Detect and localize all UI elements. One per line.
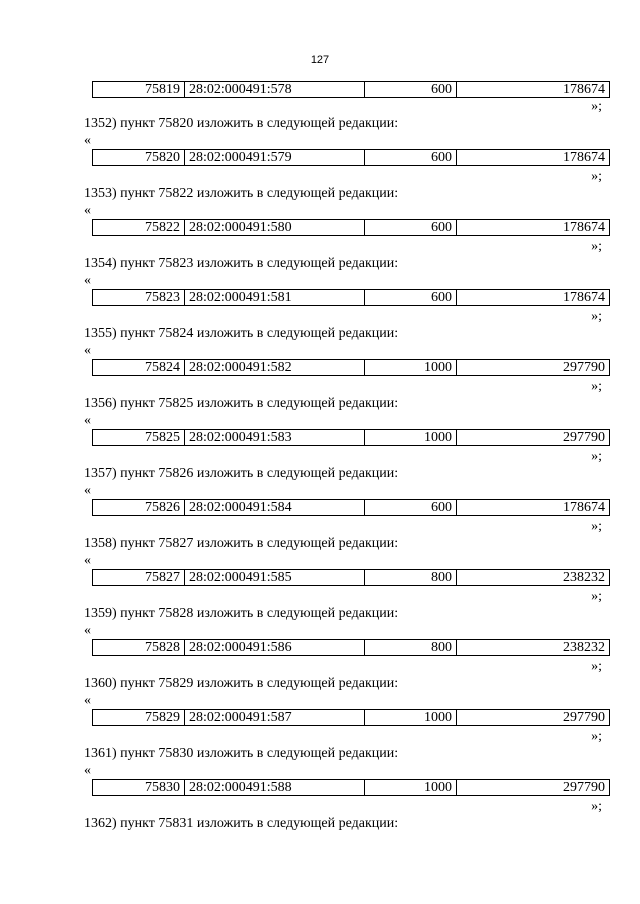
amendment-instruction: 1361) пункт 75830 изложить в следующей редакции: xyxy=(84,746,399,761)
amendment-block xyxy=(84,448,610,518)
area-cell: 600 xyxy=(365,290,457,306)
amendment-block xyxy=(84,168,610,238)
cadastral-number-cell: 28:02:000491:578 xyxy=(185,82,365,98)
cadastral-number-cell: 28:02:000491:584 xyxy=(185,500,365,516)
cadastral-number-cell: 28:02:000491:588 xyxy=(185,780,365,796)
closing-quote: »; xyxy=(591,519,602,534)
row-number-cell: 75826 xyxy=(93,500,185,516)
closing-quote: »; xyxy=(591,589,602,604)
page-number: 127 xyxy=(310,54,330,66)
amendment-block xyxy=(84,378,610,448)
value-cell: 297790 xyxy=(457,780,610,796)
table-row xyxy=(92,779,610,796)
table-row xyxy=(92,289,610,306)
area-cell: 600 xyxy=(365,150,457,166)
closing-quote: »; xyxy=(591,309,602,324)
amendment-instruction: 1352) пункт 75820 изложить в следующей редакции: xyxy=(84,116,399,131)
row-number-cell: 75830 xyxy=(93,780,185,796)
opening-quote: « xyxy=(84,483,91,498)
table-row xyxy=(92,499,610,516)
amendment-block xyxy=(84,728,610,798)
area-cell: 1000 xyxy=(365,780,457,796)
row-number-cell: 75827 xyxy=(93,570,185,586)
amendment-instruction: 1353) пункт 75822 изложить в следующей редакции: xyxy=(84,186,399,201)
amendment-instruction: 1358) пункт 75827 изложить в следующей редакции: xyxy=(84,536,399,551)
value-cell: 297790 xyxy=(457,360,610,376)
amendment-block xyxy=(84,518,610,588)
value-cell: 178674 xyxy=(457,290,610,306)
amendment-instruction: 1356) пункт 75825 изложить в следующей редакции: xyxy=(84,396,399,411)
amendment-block xyxy=(84,98,610,168)
cadastral-number-cell: 28:02:000491:586 xyxy=(185,640,365,656)
table-row xyxy=(92,219,610,236)
value-cell: 297790 xyxy=(457,430,610,446)
table-row xyxy=(92,709,610,726)
row-number-cell: 75819 xyxy=(93,82,185,98)
cadastral-number-cell: 28:02:000491:580 xyxy=(185,220,365,236)
table-row xyxy=(92,81,610,98)
amendment-block xyxy=(84,588,610,658)
table-row xyxy=(92,359,610,376)
value-cell: 238232 xyxy=(457,570,610,586)
amendment-instruction: 1359) пункт 75828 изложить в следующей редакции: xyxy=(84,606,399,621)
closing-quote: »; xyxy=(591,659,602,674)
value-cell: 178674 xyxy=(457,500,610,516)
amendment-block xyxy=(84,308,610,378)
table-row xyxy=(92,429,610,446)
opening-quote: « xyxy=(84,133,91,148)
value-cell: 178674 xyxy=(457,150,610,166)
row-number-cell: 75820 xyxy=(93,150,185,166)
area-cell: 800 xyxy=(365,570,457,586)
value-cell: 297790 xyxy=(457,710,610,726)
closing-quote: »; xyxy=(591,99,602,114)
closing-quote: »; xyxy=(591,169,602,184)
amendment-instruction: 1362) пункт 75831 изложить в следующей редакции: xyxy=(84,816,399,831)
table-row xyxy=(92,639,610,656)
cadastral-number-cell: 28:02:000491:582 xyxy=(185,360,365,376)
amendment-instruction: 1355) пункт 75824 изложить в следующей редакции: xyxy=(84,326,399,341)
area-cell: 1000 xyxy=(365,710,457,726)
closing-quote: »; xyxy=(591,239,602,254)
table-row xyxy=(92,149,610,166)
opening-quote: « xyxy=(84,623,91,638)
row-number-cell: 75829 xyxy=(93,710,185,726)
value-cell: 238232 xyxy=(457,640,610,656)
value-cell: 178674 xyxy=(457,220,610,236)
row-number-cell: 75822 xyxy=(93,220,185,236)
area-cell: 1000 xyxy=(365,360,457,376)
amendment-block xyxy=(84,238,610,308)
amendment-instruction: 1357) пункт 75826 изложить в следующей редакции: xyxy=(84,466,399,481)
area-cell: 600 xyxy=(365,500,457,516)
area-cell: 800 xyxy=(365,640,457,656)
amendment-block xyxy=(84,658,610,728)
amendment-instruction: 1354) пункт 75823 изложить в следующей редакции: xyxy=(84,256,399,271)
area-cell: 600 xyxy=(365,82,457,98)
row-number-cell: 75825 xyxy=(93,430,185,446)
opening-quote: « xyxy=(84,273,91,288)
table-row xyxy=(92,569,610,586)
closing-quote: »; xyxy=(591,379,602,394)
cadastral-number-cell: 28:02:000491:579 xyxy=(185,150,365,166)
opening-quote: « xyxy=(84,203,91,218)
value-cell: 178674 xyxy=(457,82,610,98)
closing-quote: »; xyxy=(591,799,602,814)
row-number-cell: 75828 xyxy=(93,640,185,656)
cadastral-number-cell: 28:02:000491:583 xyxy=(185,430,365,446)
area-cell: 1000 xyxy=(365,430,457,446)
closing-quote: »; xyxy=(591,729,602,744)
opening-quote: « xyxy=(84,553,91,568)
area-cell: 600 xyxy=(365,220,457,236)
document-body xyxy=(84,81,610,832)
opening-quote: « xyxy=(84,693,91,708)
amendment-list xyxy=(84,98,610,798)
row-number-cell: 75824 xyxy=(93,360,185,376)
row-number-cell: 75823 xyxy=(93,290,185,306)
closing-quote: »; xyxy=(591,449,602,464)
opening-quote: « xyxy=(84,343,91,358)
cadastral-number-cell: 28:02:000491:587 xyxy=(185,710,365,726)
amendment-instruction: 1360) пункт 75829 изложить в следующей редакции: xyxy=(84,676,399,691)
cadastral-number-cell: 28:02:000491:585 xyxy=(185,570,365,586)
opening-quote: « xyxy=(84,763,91,778)
cadastral-number-cell: 28:02:000491:581 xyxy=(185,290,365,306)
opening-quote: « xyxy=(84,413,91,428)
